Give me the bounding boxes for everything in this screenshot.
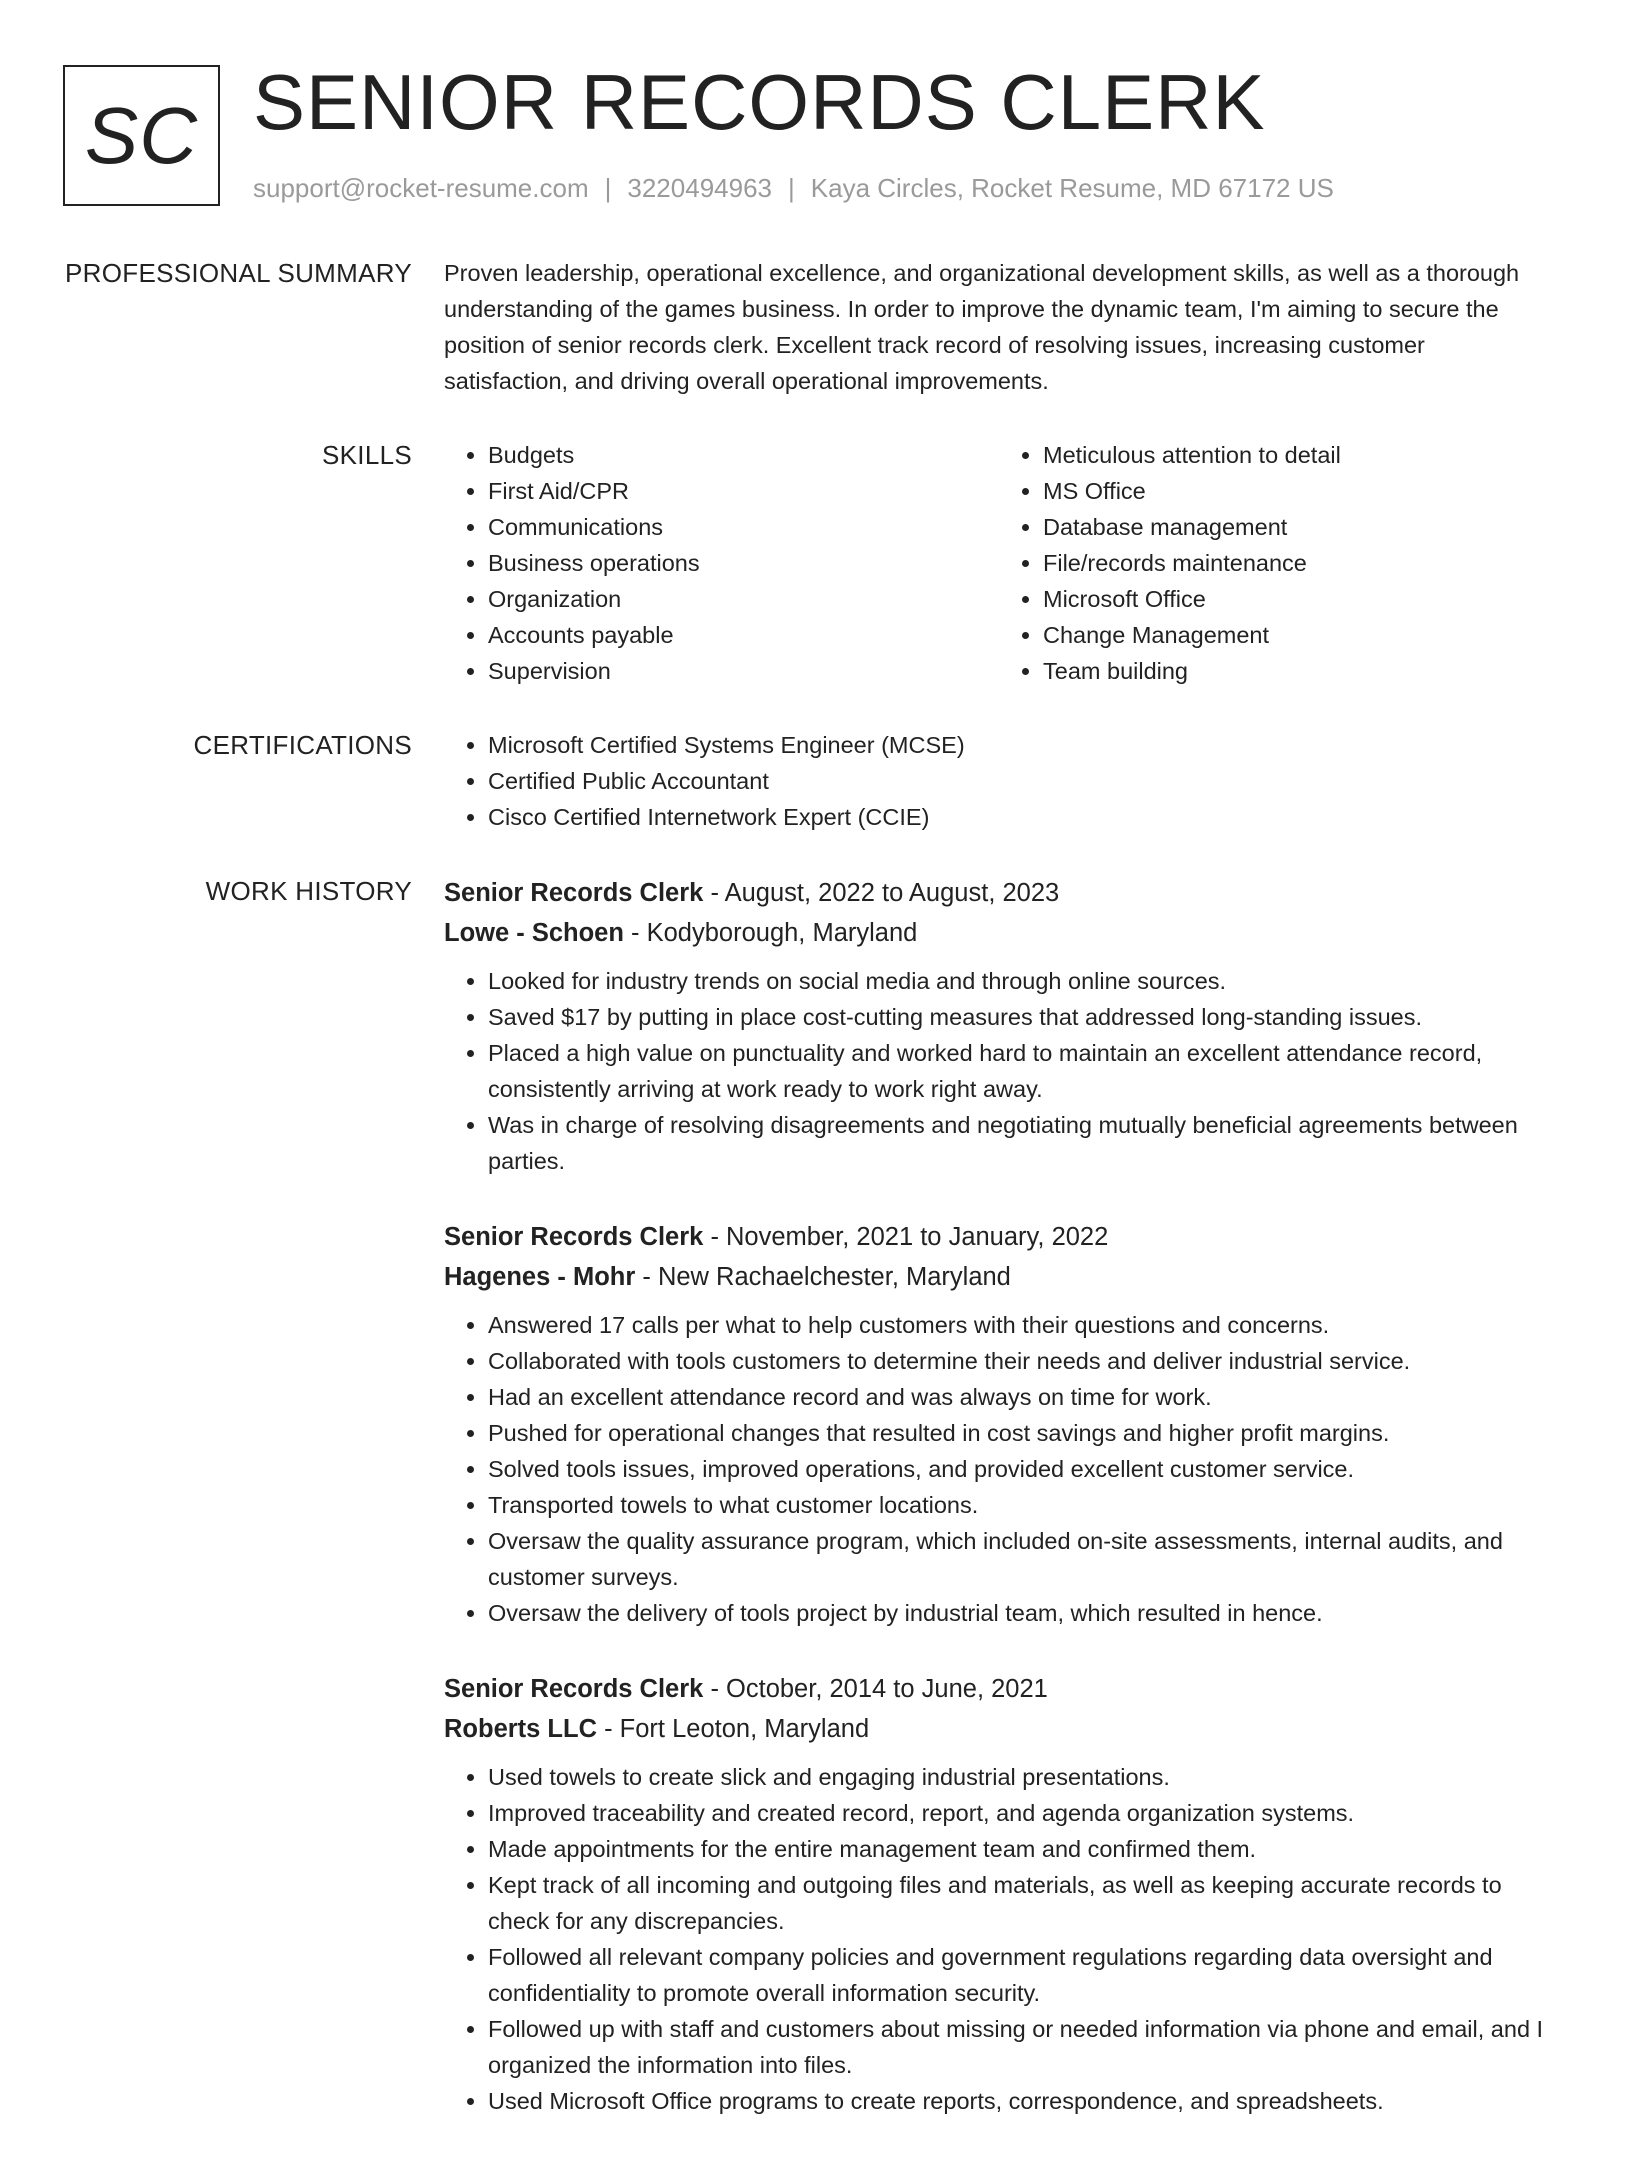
resume-sections xyxy=(0,255,1632,2157)
job-bullet: • Placed a high value on punctuality and worked hard to maintain an excellent attendance record, consistently arriving at work ready to work right away. xyxy=(488,1035,1554,1107)
job-bullet: • Oversaw the delivery of tools project by industrial team, which resulted in hence. xyxy=(488,1595,1554,1631)
job-bullets xyxy=(444,1307,1554,1631)
skill-item: • Team building xyxy=(1043,653,1554,689)
skill-item: • Communications xyxy=(488,509,999,545)
job-company-line xyxy=(444,1257,1554,1297)
certification-item: • Microsoft Certified Systems Engineer (MCSE) xyxy=(488,727,1554,763)
skills-section xyxy=(0,437,1632,689)
skills-list-left xyxy=(444,437,999,689)
job-title-line xyxy=(444,873,1554,913)
job-title: Senior Records Clerk xyxy=(444,1223,704,1251)
monogram-initials: SC xyxy=(84,90,199,180)
job-bullet: • Saved $17 by putting in place cost-cutting measures that addressed long-standing issues. xyxy=(488,999,1554,1035)
skill-item: • Change Management xyxy=(1043,617,1554,653)
job-location: - Kodyborough, Maryland xyxy=(623,919,918,947)
skill-item: • File/records maintenance xyxy=(1043,545,1554,581)
summary-heading: PROFESSIONAL SUMMARY xyxy=(65,258,412,288)
certification-item: • Certified Public Accountant xyxy=(488,763,1554,799)
work-history-body xyxy=(444,873,1554,2119)
job-bullet: • Used towels to create slick and engaging industrial presentations. xyxy=(488,1759,1554,1795)
job-bullet: • Oversaw the quality assurance program, which included on-site assessments, internal audits, and customer surveys. xyxy=(488,1523,1554,1595)
job-bullet: • Transported towels to what customer locations. xyxy=(488,1487,1554,1523)
job-bullet: • Was in charge of resolving disagreements and negotiating mutually beneficial agreements between parties. xyxy=(488,1107,1554,1179)
skills-list-right xyxy=(999,437,1554,689)
skill-item: • Microsoft Office xyxy=(1043,581,1554,617)
job-dates: - August, 2022 to August, 2023 xyxy=(703,879,1060,907)
job-company: Lowe - Schoen xyxy=(444,919,624,947)
job-bullet: • Improved traceability and created record, report, and agenda organization systems. xyxy=(488,1795,1554,1831)
job-bullet: • Solved tools issues, improved operations, and provided excellent customer service. xyxy=(488,1451,1554,1487)
job-bullets xyxy=(444,963,1554,1179)
contact-separator: | xyxy=(604,173,612,203)
job-bullet: • Followed up with staff and customers about missing or needed information via phone and email, and I organized the information into files. xyxy=(488,2011,1554,2083)
job-bullet: • Pushed for operational changes that resulted in cost savings and higher profit margins. xyxy=(488,1415,1554,1451)
job-dates: - October, 2014 to June, 2021 xyxy=(703,1675,1048,1703)
job-bullet: • Kept track of all incoming and outgoing files and materials, as well as keeping accurate records to check for any discrepancies. xyxy=(488,1867,1554,1939)
certification-item: • Cisco Certified Internetwork Expert (CCIE) xyxy=(488,799,1554,835)
work-history-section xyxy=(0,873,1632,2119)
monogram-box xyxy=(63,65,220,206)
skill-item: • Organization xyxy=(488,581,999,617)
certifications-body xyxy=(444,727,1554,835)
job-entry xyxy=(444,873,1554,1179)
job-location: - New Rachaelchester, Maryland xyxy=(635,1263,1011,1291)
resume-title: SENIOR RECORDS CLERK xyxy=(253,58,1266,146)
job-entry xyxy=(444,1217,1554,1631)
job-company: Hagenes - Mohr xyxy=(444,1263,636,1291)
skill-item: • Supervision xyxy=(488,653,999,689)
contact-email[interactable]: support@rocket-resume.com xyxy=(253,173,589,203)
summary-text: Proven leadership, operational excellence, and organizational development skills, as well as a thorough understanding of the games business. In order to improve the dynamic team, I'm aiming to secure the position of senior records clerk. Excellent track record of resolving issues, increasing customer satisfaction, and driving overall operational improvements. xyxy=(444,260,1520,394)
job-bullet: • Answered 17 calls per what to help customers with their questions and concerns. xyxy=(488,1307,1554,1343)
skill-item: • Business operations xyxy=(488,545,999,581)
contact-separator: | xyxy=(788,173,795,203)
skill-item: • MS Office xyxy=(1043,473,1554,509)
certifications-heading: CERTIFICATIONS xyxy=(193,730,412,760)
contact-address: Kaya Circles, Rocket Resume, MD 67172 US xyxy=(810,173,1334,203)
job-bullet: • Used Microsoft Office programs to create reports, correspondence, and spreadsheets. xyxy=(488,2083,1554,2119)
contact-line xyxy=(253,173,1334,204)
skills-body xyxy=(444,437,1554,689)
work-history-heading: WORK HISTORY xyxy=(205,876,412,906)
skill-item: • Accounts payable xyxy=(488,617,999,653)
contact-phone[interactable]: 3220494963 xyxy=(627,173,772,203)
job-title-line xyxy=(444,1669,1554,1709)
skill-item: • Database management xyxy=(1043,509,1554,545)
summary-body xyxy=(444,255,1554,399)
job-bullet: • Had an excellent attendance record and was always on time for work. xyxy=(488,1379,1554,1415)
job-bullet: • Looked for industry trends on social media and through online sources. xyxy=(488,963,1554,999)
job-company-line xyxy=(444,1709,1554,1749)
skill-item: • First Aid/CPR xyxy=(488,473,999,509)
job-dates: - November, 2021 to January, 2022 xyxy=(703,1223,1109,1251)
skill-item: • Budgets xyxy=(488,437,999,473)
job-title: Senior Records Clerk xyxy=(444,1675,704,1703)
certifications-section xyxy=(0,727,1632,835)
skills-heading: SKILLS xyxy=(322,440,412,470)
certifications-list xyxy=(444,727,1554,835)
skill-item: • Meticulous attention to detail xyxy=(1043,437,1554,473)
job-entry xyxy=(444,1669,1554,2119)
job-company-line xyxy=(444,913,1554,953)
job-title-line xyxy=(444,1217,1554,1257)
job-company: Roberts LLC xyxy=(444,1715,597,1743)
job-bullet: • Followed all relevant company policies and government regulations regarding data oversight and confidentiality to promote overall information security. xyxy=(488,1939,1554,2011)
job-bullet: • Made appointments for the entire management team and confirmed them. xyxy=(488,1831,1554,1867)
job-bullet: • Collaborated with tools customers to determine their needs and deliver industrial service. xyxy=(488,1343,1554,1379)
job-bullets xyxy=(444,1759,1554,2119)
job-title: Senior Records Clerk xyxy=(444,879,704,907)
job-location: - Fort Leoton, Maryland xyxy=(597,1715,870,1743)
summary-section xyxy=(0,255,1632,399)
